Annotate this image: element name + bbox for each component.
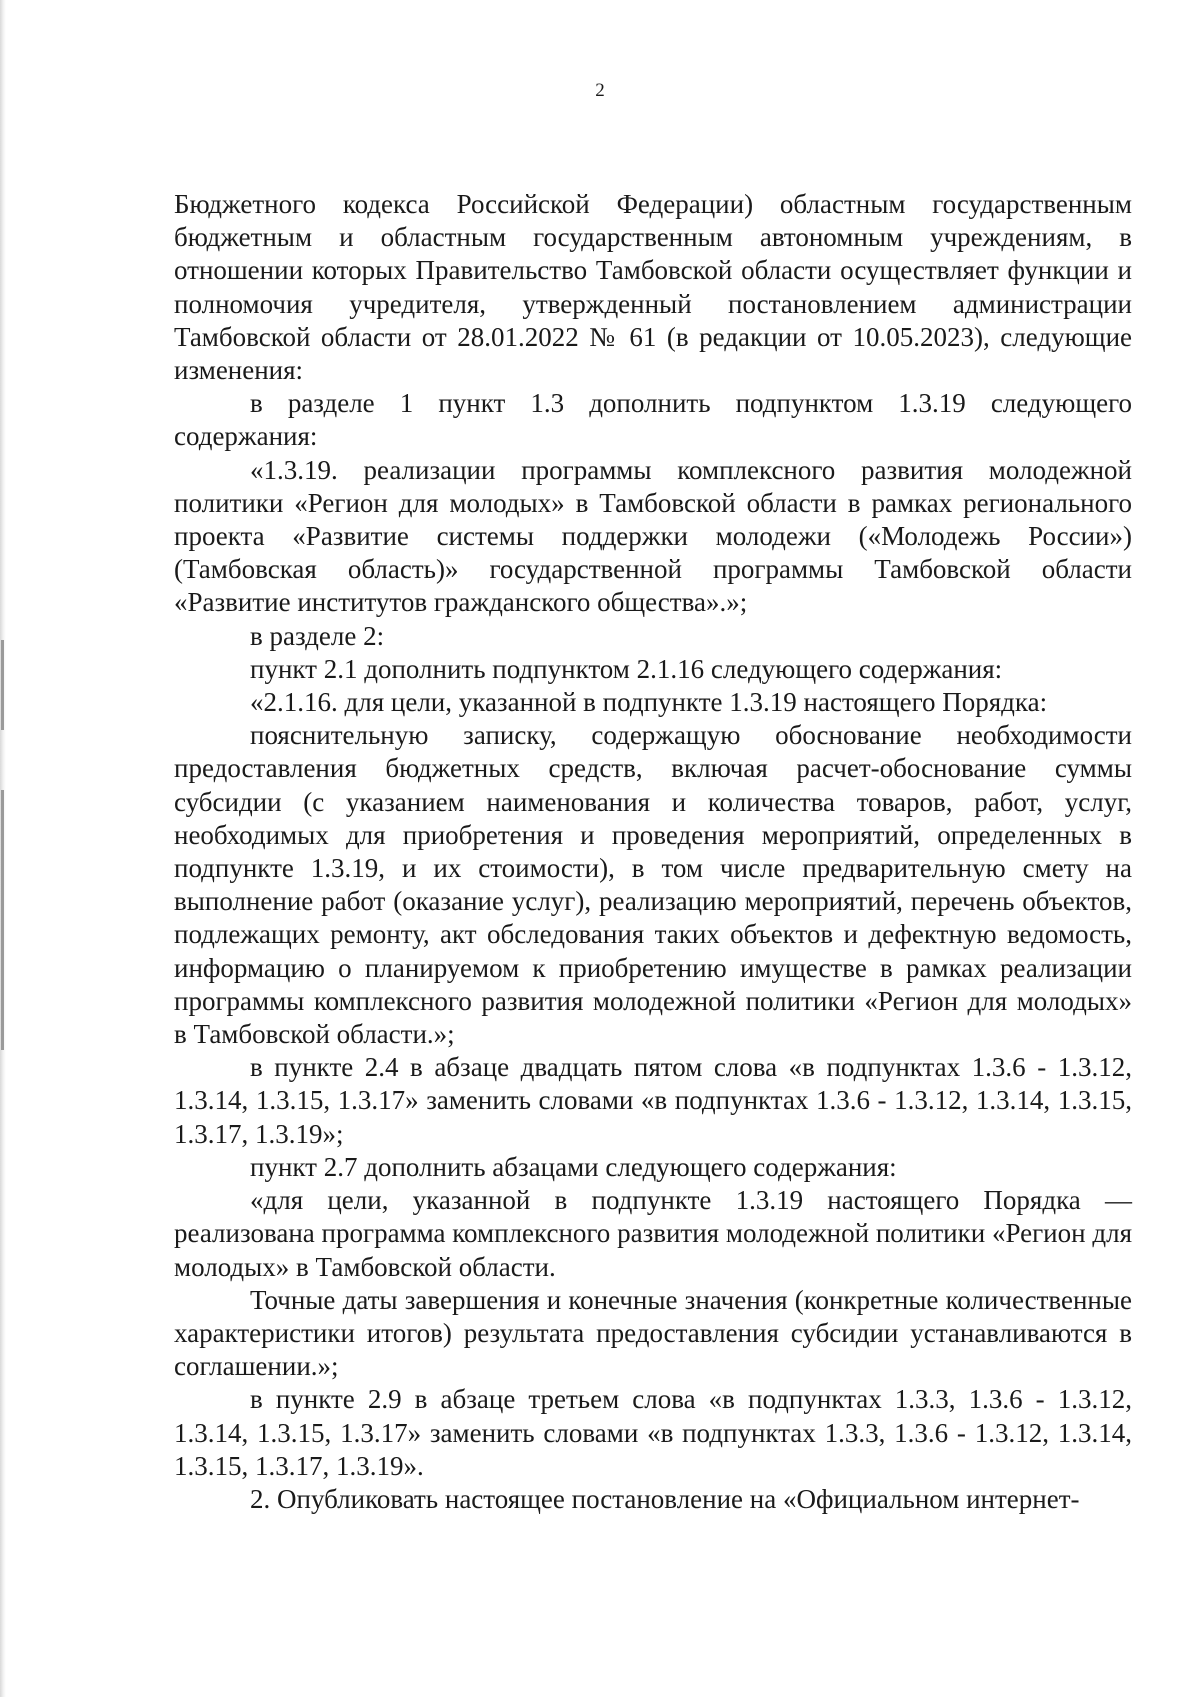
paragraph: «для цели, указанной в подпункте 1.3.19 настоящего Порядка — реализована программа комплексного развития молодежной политики «Регион для молодых» в Тамбовской области. [174, 1185, 1132, 1282]
page-number: 2 [595, 80, 605, 101]
paragraph: Точные даты завершения и конечные значения (конкретные количественные характеристики итогов) результата предоставления субсидии устанавливаются в соглашении.»; [174, 1284, 1132, 1382]
paragraph: 2. Опубликовать настоящее постановление на «Официальном интернет- [250, 1483, 1080, 1514]
paragraph: в пункте 2.9 в абзаце третьем слова «в подпунктах 1.3.3, 1.3.6 - 1.3.12, 1.3.14, 1.3.15, 1.3.17» заменить словами «в подпунктах 1.3.3, 1.3.6 - 1.3.12, 1.3.14, 1.3.15, 1.3.17, 1.3.19». [174, 1384, 1132, 1481]
paragraph: пункт 2.7 дополнить абзацами следующего содержания: [250, 1151, 897, 1182]
paragraph-continuation: Бюджетного кодекса Российской Федерации) областным государственным бюджетным и областным государственным автономным учреждениям, в отношении которых Правительство Тамбовской области осуществляет функции и полномочия учредителя, утвержденный постановлением администрации Тамбовской области от 28.01.2022 № 61 (в редакции от 10.05.2023), следующие изменения: [174, 189, 1132, 386]
paragraph: в пункте 2.4 в абзаце двадцать пятом слова «в подпунктах 1.3.6 - 1.3.12, 1.3.14, 1.3.15, 1.3.17» заменить словами «в подпунктах 1.3.6 - 1.3.12, 1.3.14, 1.3.15, 1.3.17, 1.3.19»; [174, 1052, 1132, 1149]
scan-edge-mark [1, 790, 4, 1050]
document-body [174, 188, 1132, 1516]
paragraph: в разделе 2: [250, 620, 385, 651]
scan-edge [0, 0, 6, 1697]
paragraph: пояснительную записку, содержащую обоснование необходимости предоставления бюджетных средств, включая расчет-обоснование суммы субсидии (с указанием наименования и количества товаров, работ, услуг, необходимых для приобретения и проведения мероприятий, определенных в подпункте 1.3.19, и их стоимости), в том числе предварительную смету на выполнение работ (оказание услуг), реализацию мероприятий, перечень объектов, подлежащих ремонту, акт обследования таких объектов и дефектную ведомость, информацию о планируемом к приобретению имуществе в рамках реализации программы комплексного развития молодежной политики «Регион для молодых» в Тамбовской области.»; [174, 720, 1132, 1050]
paragraph: «1.3.19. реализации программы комплексного развития молодежной политики «Регион для молодых» в Тамбовской области в рамках регионального проекта «Развитие системы поддержки молодежи («Молодежь России») (Тамбовская область)» государственной программы Тамбовской области «Развитие институтов гражданского общества».»; [174, 454, 1132, 618]
scan-edge-mark [1, 640, 4, 730]
paragraph: пункт 2.1 дополнить подпунктом 2.1.16 следующего содержания: [250, 653, 1003, 684]
paragraph: в разделе 1 пункт 1.3 дополнить подпунктом 1.3.19 следующего содержания: [174, 388, 1132, 452]
paragraph: «2.1.16. для цели, указанной в подпункте 1.3.19 настоящего Порядка: [250, 687, 1048, 718]
